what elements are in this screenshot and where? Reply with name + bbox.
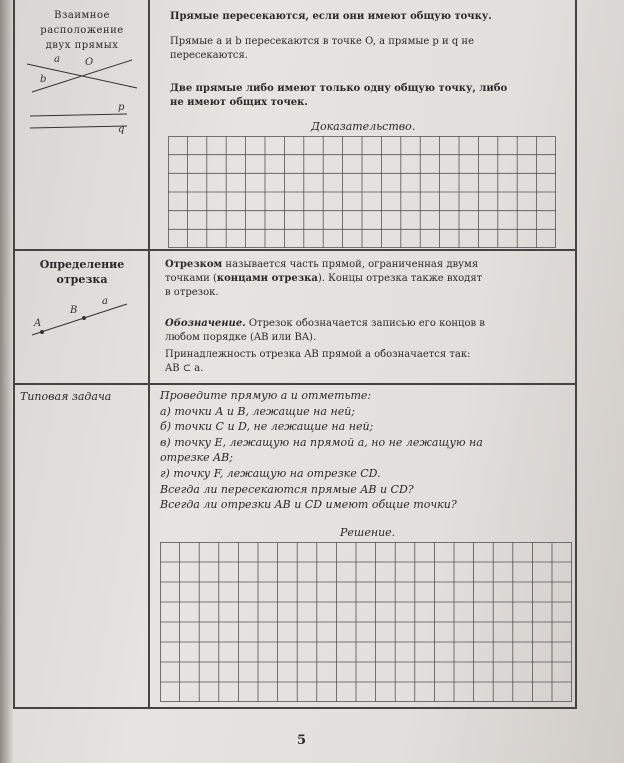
term-endpoints: концами отрезка [216,273,318,284]
label-o: O [85,57,94,68]
line-p [30,114,127,116]
row-divider-2 [13,383,577,385]
definition-text: точками ( [165,273,217,284]
label-B: B [70,305,78,316]
task-text [160,388,483,513]
task-line: г) точку F, лежащую на отрезке CD. [160,466,381,480]
task-line: в) точку E, лежащую на прямой a, но не лежащую на [160,435,483,449]
task-line: Всегда ли отрезки AB и CD имеют общие точки? [160,498,457,512]
definition-line-3: в отрезок. [165,287,219,298]
label-a: a [102,296,108,307]
column-divider [148,0,150,707]
solution-grid[interactable] [160,542,572,702]
line-q [30,126,127,128]
point-a [40,330,44,334]
belonging-line-2: AB ⊂ a. [165,363,204,374]
notation-text: Отрезок обозначается записью его концов в [245,318,485,329]
definition-text: ). Концы отрезка также входят [317,273,483,284]
label-line: Определение [39,258,125,271]
solution-caption: Решение. [340,526,396,539]
task-line: а) точки A и B, лежащие на ней; [160,404,356,418]
label-a: a [54,54,60,65]
task-line: Проведите прямую a и отметьте: [160,389,372,402]
row-divider-1 [13,249,577,251]
proof-caption: Доказательство. [311,120,416,133]
label-line: Взаимное [54,10,110,21]
belonging-line-1: Принадлежность отрезка AB прямой a обозначается так: [165,349,471,360]
label-line: двух прямых [45,40,119,51]
notation-line-2: любом порядке (AB или BA). [165,332,317,343]
label-b: b [40,74,47,85]
label-A: A [34,318,42,329]
point-b [82,316,86,320]
notation-line-1 [165,317,485,331]
row3-left-label: Типовая задача [20,390,112,403]
example-line: Прямые a и b пересекаются в точке O, а прямые p и q не [170,36,475,47]
label-q: q [118,124,125,135]
term-segment: Отрезком [165,259,223,270]
line-b [32,60,132,92]
statement-intersect: Прямые пересекаются, если они имеют общую точку. [170,11,492,22]
definition-text: называется часть прямой, ограниченная двумя [222,259,479,270]
page-number: 5 [297,733,307,748]
label-line: отрезка [56,273,108,286]
row1-left-label [22,8,142,53]
segment-figure [22,290,142,340]
theorem-line: Две прямые либо имеют только одну общую точку, либо [170,83,508,94]
task-line: б) точки C и D, не лежащие на ней; [160,420,374,434]
label-line: расположение [40,25,124,36]
intersecting-lines-figure [22,52,142,137]
line-a [32,304,127,335]
page-shadow [0,0,14,763]
proof-grid-svg [168,136,556,248]
term-notation: Обозначение. [165,318,246,329]
proof-grid[interactable] [168,136,556,248]
theorem-line: не имеют общих точек. [170,97,308,108]
definition-line-1 [165,258,478,272]
row2-left-label [22,257,142,287]
solution-grid-svg [160,542,572,702]
task-line: Всегда ли пересекаются прямые AB и CD? [160,482,414,496]
example-line: пересекаются. [170,50,248,61]
label-p: p [118,102,125,113]
definition-line-2 [165,272,482,286]
task-line: отрезке AB; [160,451,233,465]
